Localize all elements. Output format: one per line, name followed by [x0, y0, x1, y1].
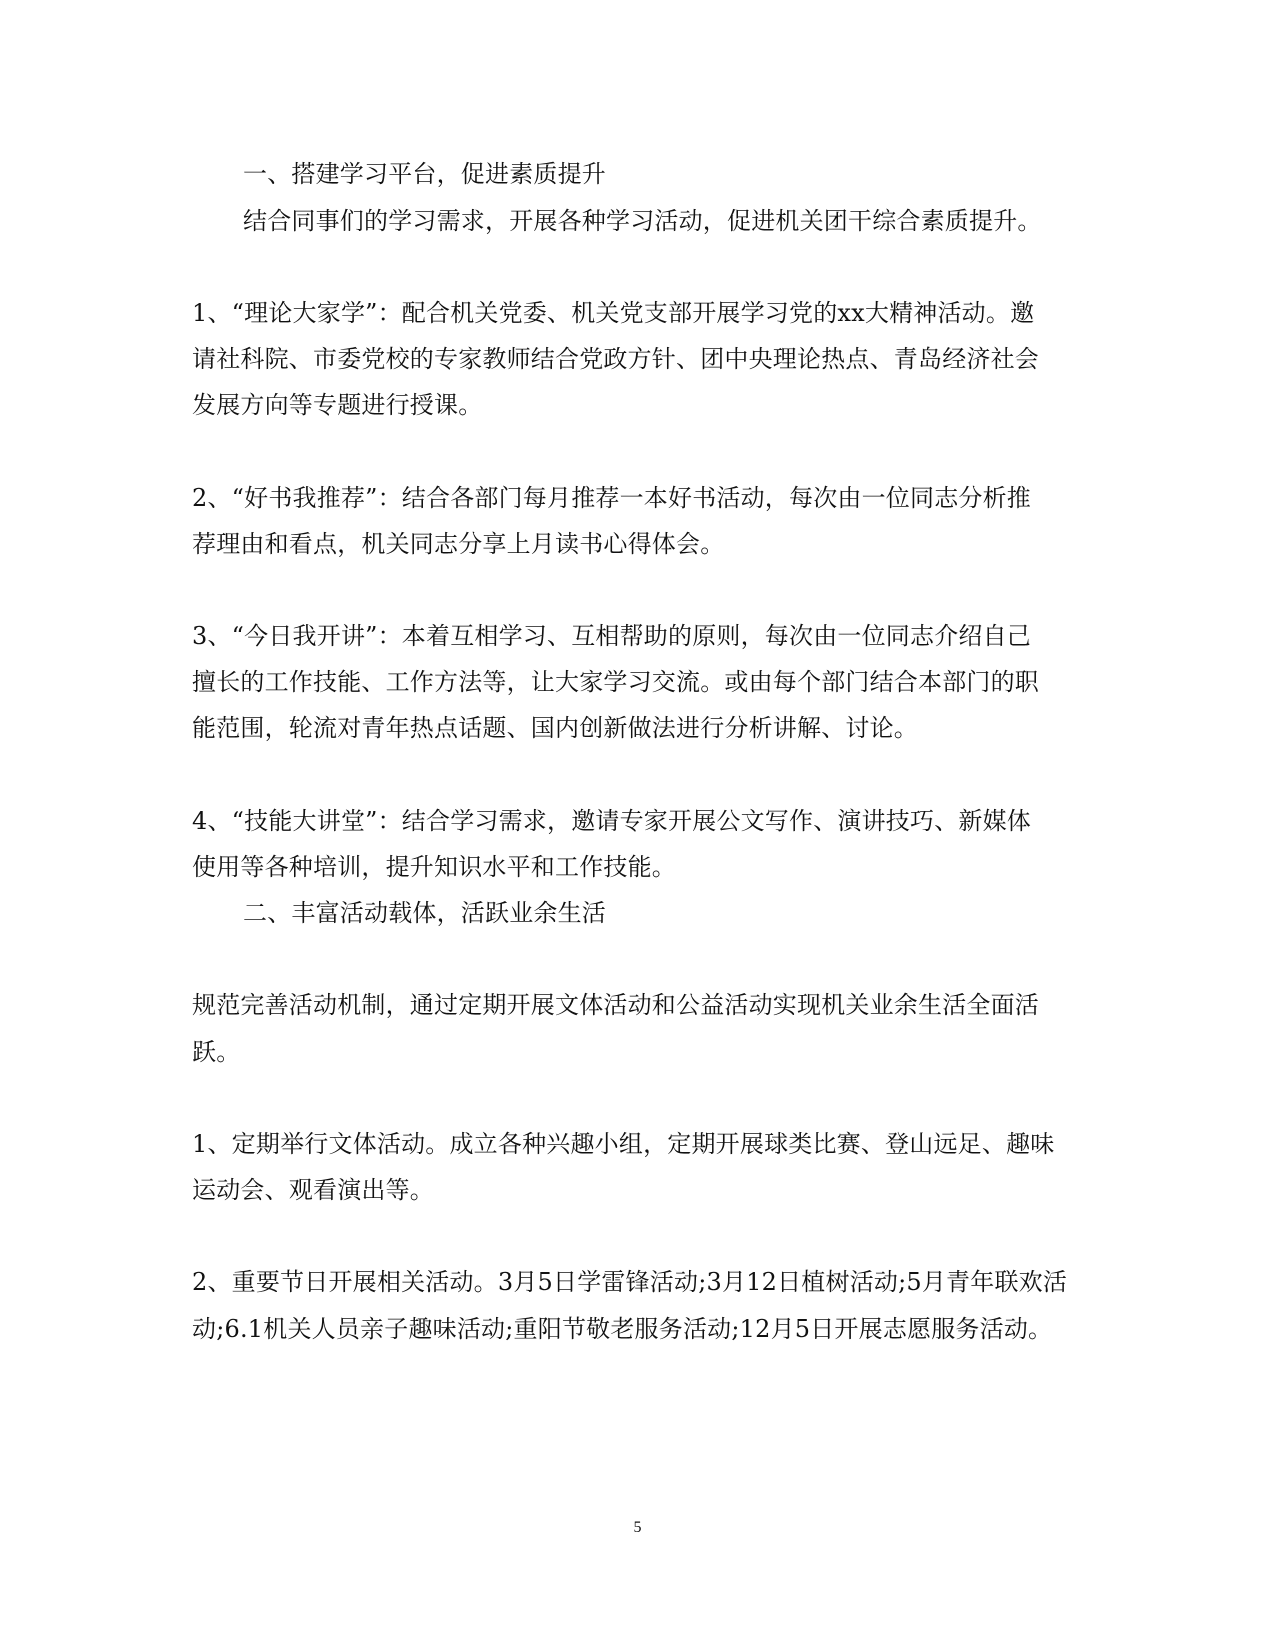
paragraph-line: 能范围，轮流对青年热点话题、国内创新做法进行分析讲解、讨论。: [192, 714, 918, 742]
paragraph-line: 2、重要节日开展相关活动。3月5日学雷锋活动;3月12日植树活动;5月青年联欢活: [192, 1268, 1068, 1296]
paragraph-line: 3、“今日我开讲”：本着互相学习、互相帮助的原则，每次由一位同志介绍自己: [192, 622, 1032, 650]
paragraph-line: 1、定期举行文体活动。成立各种兴趣小组，定期开展球类比赛、登山远足、趣味: [192, 1130, 1055, 1158]
paragraph-line: 动;6.1机关人员亲子趣味活动;重阳节敬老服务活动;12月5日开展志愿服务活动。: [192, 1315, 1053, 1343]
section-1-intro: 结合同事们的学习需求，开展各种学习活动，促进机关团干综合素质提升。: [243, 207, 1042, 235]
paragraph-line: 荐理由和看点，机关同志分享上月读书心得体会。: [192, 530, 725, 558]
page-number: 5: [633, 1519, 642, 1536]
section-2-heading: 二、丰富活动载体，活跃业余生活: [243, 899, 606, 927]
paragraph-line: 发展方向等专题进行授课。: [192, 391, 483, 419]
paragraph-line: 使用等各种培训，提升知识水平和工作技能。: [192, 853, 676, 881]
paragraph-line: 4、“技能大讲堂”：结合学习需求，邀请专家开展公文写作、演讲技巧、新媒体: [192, 807, 1032, 835]
paragraph-line: 2、“好书我推荐”：结合各部门每月推荐一本好书活动，每次由一位同志分析推: [192, 484, 1032, 512]
paragraph-line: 规范完善活动机制，通过定期开展文体活动和公益活动实现机关业余生活全面活: [192, 991, 1039, 1019]
paragraph-line: 1、“理论大家学”：配合机关党委、机关党支部开展学习党的xx大精神活动。邀: [192, 299, 1035, 327]
section-1-heading: 一、搭建学习平台，促进素质提升: [243, 160, 606, 188]
paragraph-line: 运动会、观看演出等。: [192, 1176, 434, 1204]
paragraph-line: 擅长的工作技能、工作方法等，让大家学习交流。或由每个部门结合本部门的职: [192, 668, 1039, 696]
paragraph-line: 跃。: [192, 1038, 241, 1066]
paragraph-line: 请社科院、市委党校的专家教师结合党政方针、团中央理论热点、青岛经济社会: [192, 345, 1039, 373]
